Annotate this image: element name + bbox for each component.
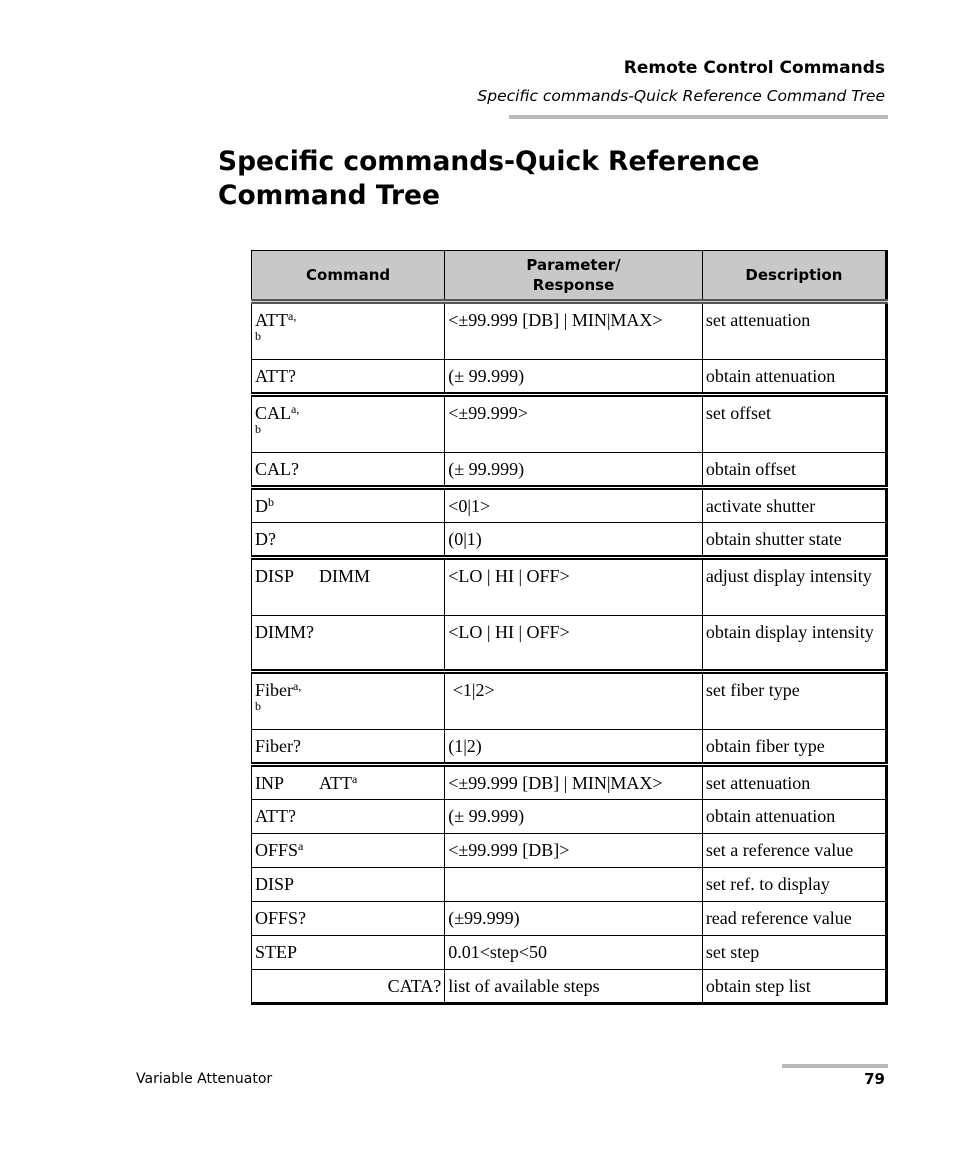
command-text: CAL xyxy=(255,403,291,423)
description-cell: activate shutter xyxy=(702,488,886,523)
table-row xyxy=(252,360,887,395)
command-text: INP xyxy=(255,773,285,793)
command-cell: ATT? xyxy=(252,360,445,395)
footer-doc-title: Variable Attenuator xyxy=(136,1071,273,1087)
parameter-cell: (1|2) xyxy=(445,730,703,765)
command-cell: OFFS? xyxy=(252,902,445,936)
parameter-cell: (0|1) xyxy=(445,523,703,558)
command-table xyxy=(251,250,888,1005)
description-cell: read reference value xyxy=(702,902,886,936)
footnote-ref: a, xyxy=(293,679,302,693)
column-header-response: Response xyxy=(532,276,615,294)
command-cell: DISP xyxy=(252,868,445,902)
description-cell: set attenuation xyxy=(702,765,886,800)
subcommand-text: OFFS xyxy=(255,840,299,860)
footnote-ref: a xyxy=(298,839,304,853)
parameter-cell: (± 99.999) xyxy=(445,360,703,395)
parameter-cell: <±99.999 [DB] | MIN|MAX> xyxy=(445,765,703,800)
command-cell xyxy=(252,302,445,360)
footnote-ref: b xyxy=(255,422,261,436)
running-header-subsection: Specific commands-Quick Reference Command Tree xyxy=(477,87,885,105)
description-cell: set fiber type xyxy=(702,672,886,730)
table-row xyxy=(252,936,887,970)
footnote-ref: b xyxy=(268,495,274,509)
description-cell: obtain attenuation xyxy=(702,360,886,395)
command-table-container xyxy=(251,250,888,1005)
table-row xyxy=(252,302,887,360)
description-cell: obtain step list xyxy=(702,970,886,1004)
parameter-cell: <±99.999 [DB] | MIN|MAX> xyxy=(445,302,703,360)
table-row xyxy=(252,765,887,800)
parameter-cell: (±99.999) xyxy=(445,902,703,936)
description-cell: set step xyxy=(702,936,886,970)
table-header-row xyxy=(252,251,887,302)
command-text: ATT xyxy=(255,310,288,330)
table-row xyxy=(252,800,887,834)
running-header-section: Remote Control Commands xyxy=(623,58,885,78)
footnote-ref: a, xyxy=(288,309,297,323)
command-cell xyxy=(252,672,445,730)
parameter-cell: <±99.999> xyxy=(445,395,703,453)
description-cell: obtain display intensity xyxy=(702,616,886,672)
footnote-ref: b xyxy=(255,699,261,713)
description-cell: set offset xyxy=(702,395,886,453)
command-cell xyxy=(252,488,445,523)
table-row xyxy=(252,868,887,902)
description-cell: set a reference value xyxy=(702,834,886,868)
parameter-cell: <LO | HI | OFF> xyxy=(445,616,703,672)
footnote-ref: b xyxy=(255,329,261,343)
table-row xyxy=(252,523,887,558)
parameter-cell: <0|1> xyxy=(445,488,703,523)
table-row xyxy=(252,672,887,730)
parameter-cell: <LO | HI | OFF> xyxy=(445,558,703,616)
column-header-parameter-response xyxy=(445,251,703,302)
command-cell xyxy=(252,558,445,616)
parameter-cell xyxy=(445,868,703,902)
command-cell: CAL? xyxy=(252,453,445,488)
command-text: Fiber xyxy=(255,680,293,700)
command-cell xyxy=(252,395,445,453)
table-row xyxy=(252,902,887,936)
column-header-parameter: Parameter/ xyxy=(526,256,621,274)
page-number: 79 xyxy=(864,1070,885,1088)
command-cell xyxy=(252,834,445,868)
command-text: DISP xyxy=(255,566,295,586)
column-header-command: Command xyxy=(252,251,445,302)
description-cell: set attenuation xyxy=(702,302,886,360)
command-cell xyxy=(252,765,445,800)
table-row xyxy=(252,558,887,616)
subcommand-text: DIMM xyxy=(319,566,371,586)
table-row xyxy=(252,616,887,672)
subcommand-text: ATT xyxy=(319,773,352,793)
footnote-ref: a xyxy=(352,772,358,786)
column-header-description: Description xyxy=(702,251,886,302)
table-row xyxy=(252,730,887,765)
description-cell: set ref. to display xyxy=(702,868,886,902)
table-row xyxy=(252,488,887,523)
footnote-ref: a, xyxy=(291,402,300,416)
page-title: Specific commands-Quick Reference Command Tree xyxy=(218,146,760,211)
description-cell: obtain attenuation xyxy=(702,800,886,834)
header-rule xyxy=(509,115,888,119)
command-cell: ATT? xyxy=(252,800,445,834)
description-cell: obtain fiber type xyxy=(702,730,886,765)
description-cell: adjust display intensity xyxy=(702,558,886,616)
command-cell: DIMM? xyxy=(252,616,445,672)
command-text: D xyxy=(255,496,268,516)
command-cell: STEP xyxy=(252,936,445,970)
table-row xyxy=(252,453,887,488)
footer-rule xyxy=(782,1064,888,1068)
command-cell: CATA? xyxy=(252,970,445,1004)
parameter-cell: <±99.999 [DB]> xyxy=(445,834,703,868)
parameter-cell: (± 99.999) xyxy=(445,800,703,834)
command-cell: D? xyxy=(252,523,445,558)
description-cell: obtain offset xyxy=(702,453,886,488)
parameter-cell: <1|2> xyxy=(445,672,703,730)
description-cell: obtain shutter state xyxy=(702,523,886,558)
command-cell: Fiber? xyxy=(252,730,445,765)
table-row xyxy=(252,395,887,453)
parameter-cell: 0.01<step<50 xyxy=(445,936,703,970)
parameter-cell: (± 99.999) xyxy=(445,453,703,488)
parameter-cell: list of available steps xyxy=(445,970,703,1004)
table-row xyxy=(252,834,887,868)
table-row xyxy=(252,970,887,1004)
